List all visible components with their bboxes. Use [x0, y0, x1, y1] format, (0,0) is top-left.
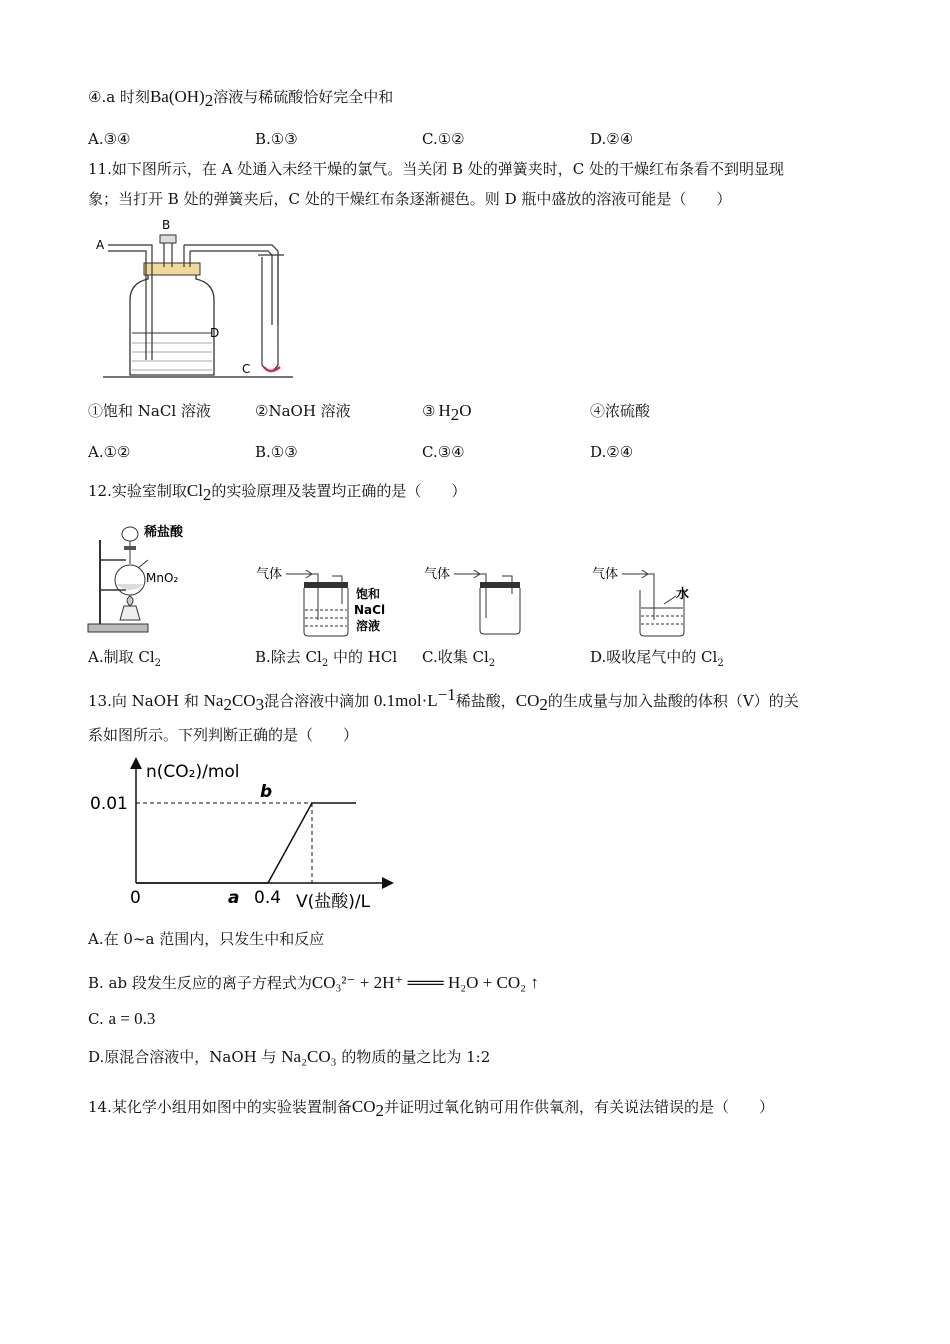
q10-option-c: C.①② — [422, 130, 465, 148]
q11-option-d: D.②④ — [590, 443, 634, 461]
q11-option-b: B.①③ — [255, 443, 298, 461]
q13-stem-line2: 系如图所示。下列判断正确的是（ ） — [88, 726, 359, 744]
q10-option-a: A.③④ — [88, 130, 131, 148]
q12-stem: 12.实验室制取$Cl_2$的实验原理及装置均正确的是（ ） — [88, 481, 467, 504]
q11-choice-1: ①饱和 NaCl 溶液 — [88, 402, 211, 420]
label-mno2: MnO₂ — [146, 571, 179, 585]
co2-series-line — [136, 803, 356, 883]
q11-option-a: A.①② — [88, 443, 131, 461]
y-axis-label: n(CO₂)/mol — [146, 762, 240, 782]
q13-stem-line1: 13.向 NaOH 和 $Na_2CO_3$混合溶液中滴加 $0.1mol\cdot L^{-1}$稀盐酸，$CO_2$的生成量与加入盐酸的体积（V）的关 — [88, 685, 799, 714]
label-water: 水 — [676, 587, 690, 602]
q11-choice-3: ③ $H_2O$ — [422, 401, 472, 424]
y-tick-label: 0.01 — [90, 794, 128, 814]
q12-figure-c — [420, 560, 530, 640]
label-c: C — [242, 362, 251, 376]
label-solution: 溶液 — [356, 619, 381, 633]
q12-figure-d — [588, 560, 708, 640]
q11-apparatus-figure — [88, 215, 298, 385]
x-axis-label: V(盐酸)/L — [296, 892, 371, 912]
q13-option-b: B. ab 段发生反应的离子方程式为CO₃²⁻ + 2H⁺ ═══ H₂O + CO₂ ↑ — [88, 973, 539, 992]
q12-option-c: C.收集 $Cl_2$ — [422, 648, 496, 669]
q14-stem: 14.某化学小组用如图中的实验装置制备$CO_2$并证明过氧化钠可用作供氧剂，有关说法错误的是（ ） — [88, 1097, 774, 1120]
label-d: D — [210, 326, 220, 340]
q11-option-c: C.③④ — [422, 443, 465, 461]
q13-chart — [88, 755, 408, 915]
q12-figure-a — [86, 520, 206, 638]
label-dilute-hcl: 稀盐酸 — [144, 525, 184, 540]
label-nacl: NaCl — [354, 603, 386, 617]
q12-option-d: D.吸收尾气中的 $Cl_2$ — [590, 648, 724, 669]
x-origin-label: 0 — [130, 888, 141, 908]
q10-statement-4: ④.a 时刻$Ba(OH)_2$溶液与稀硫酸恰好完全中和 — [88, 87, 394, 110]
q12-figure-b — [252, 560, 402, 640]
label-gas-c: 气体 — [424, 567, 451, 582]
q11-stem-line2: 象；当打开 B 处的弹簧夹后，C 处的干燥红布条逐渐褪色。则 D 瓶中盛放的溶液可能是（ ） — [88, 190, 732, 208]
q10-option-d: D.②④ — [590, 130, 634, 148]
point-b-label: b — [260, 782, 273, 802]
q12-option-a: A.制取 $Cl_2$ — [88, 648, 162, 669]
label-b: B — [162, 218, 171, 232]
q13-option-c: C. a = 0.3 — [88, 1009, 156, 1028]
q11-choice-2: ②NaOH 溶液 — [255, 402, 351, 420]
q11-choice-4: ④浓硫酸 — [590, 402, 651, 420]
q13-option-a: A.在 0~a 范围内，只发生中和反应 — [88, 930, 325, 948]
x-tick-a-label: a — [228, 888, 240, 908]
label-gas-b: 气体 — [256, 567, 283, 582]
q11-stem-line1: 11.如下图所示，在 A 处通入未经干燥的氯气。当关闭 B 处的弹簧夹时，C 处的干燥红布条看不到明显现 — [88, 160, 785, 178]
q13-option-d: D.原混合溶液中，NaOH 与 Na₂CO₃ 的物质的量之比为 1:2 — [88, 1047, 491, 1066]
q10-option-b: B.①③ — [255, 130, 298, 148]
label-saturated: 饱和 — [356, 587, 381, 601]
q12-option-b: B.除去 $Cl_2$ 中的 HCl — [255, 648, 398, 669]
label-gas-d: 气体 — [592, 567, 619, 582]
label-a: A — [96, 238, 105, 252]
x-tick-label: 0.4 — [254, 888, 282, 908]
